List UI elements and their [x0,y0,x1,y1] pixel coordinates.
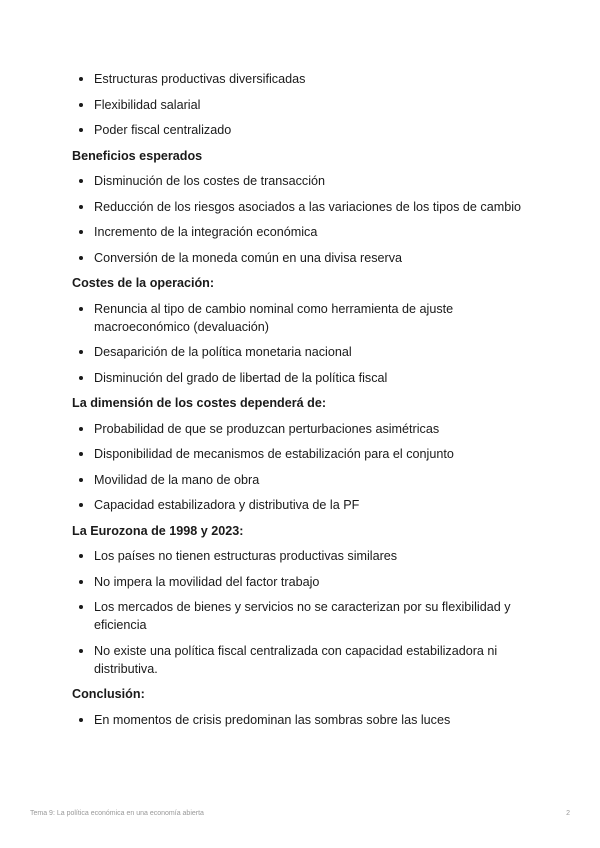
list-item [72,471,532,489]
bullet-list [72,420,532,515]
list-item [72,96,532,114]
list-item [72,420,532,438]
list-item-text: Disponibilidad de mecanismos de estabilización para el conjunto [94,447,454,461]
list-item [72,343,532,361]
bullet-icon [79,427,83,431]
list-item [72,198,532,216]
bullet-icon [79,77,83,81]
list-item-text: En momentos de crisis predominan las sombras sobre las luces [94,712,451,727]
bullet-icon [79,503,83,507]
list-item-text: Movilidad de la mano de obra [94,472,260,487]
bullet-icon [79,256,83,260]
footer-title: Tema 9: La política económica en una economía abierta [30,810,204,817]
list-item-text: Poder fiscal centralizado [94,123,232,137]
bullet-icon [79,452,83,456]
document-body [72,70,532,736]
bullet-list [72,300,532,387]
list-item [72,300,532,336]
list-item [72,172,532,190]
bullet-icon [79,478,83,482]
section-heading: La Eurozona de 1998 y 2023: [72,523,244,538]
list-item-text: Capacidad estabilizadora y distributiva de la PF [94,498,360,512]
list-item [72,711,532,729]
list-item-text: Flexibilidad salarial [94,97,201,112]
list-item-text: Probabilidad de que se produzcan perturbaciones asimétricas [94,421,440,436]
list-item-text: Conversión de la moneda común en una divisa reserva [94,250,403,265]
bullet-icon [79,205,83,209]
list-item [72,547,532,565]
list-item [72,642,532,678]
list-item-text: Los mercados de bienes y servicios no se caracterizan por su flexibilidad y eficiencia [94,600,511,632]
list-item [72,496,532,514]
bullet-icon [79,179,83,183]
list-item [72,70,532,88]
list-item-text: Desaparición de la política monetaria nacional [94,345,352,359]
list-item-text: No existe una política fiscal centralizada con capacidad estabilizadora ni distributiva. [94,643,498,676]
bullet-icon [79,580,83,584]
list-item-text: No impera la movilidad del factor trabajo [94,574,320,589]
list-item [72,249,532,267]
bullet-icon [79,605,83,609]
section-heading: Beneficios esperados [72,148,203,163]
bullet-list [72,70,532,139]
bullet-icon [79,350,83,354]
bullet-list [72,711,532,729]
list-item-text: Los países no tienen estructuras productivas similares [94,549,398,563]
bullet-list [72,547,532,678]
section-heading: Costes de la operación: [72,276,215,290]
list-item [72,369,532,387]
section-heading: La dimensión de los costes dependerá de: [72,396,327,410]
bullet-icon [79,230,83,234]
bullet-icon [79,376,83,380]
page-footer [30,810,570,817]
list-item [72,573,532,591]
bullet-icon [79,128,83,132]
list-item-text: Reducción de los riesgos asociados a las variaciones de los tipos de cambio [94,199,522,214]
list-item [72,445,532,463]
list-item-text: Incremento de la integración económica [94,225,318,239]
bullet-icon [79,649,83,653]
bullet-icon [79,307,83,311]
section-heading: Conclusión: [72,687,145,701]
bullet-icon [79,718,83,722]
list-item [72,598,532,634]
list-item-text: Estructuras productivas diversificadas [94,72,306,86]
list-item [72,121,532,139]
bullet-icon [79,554,83,558]
list-item-text: Renuncia al tipo de cambio nominal como herramienta de ajuste macroeconómico (devaluación) [94,301,454,334]
page-number: 2 [566,810,570,817]
bullet-list [72,172,532,267]
list-item-text: Disminución de los costes de transacción [94,174,325,188]
list-item [72,223,532,241]
list-item-text: Disminución del grado de libertad de la política fiscal [94,370,388,385]
bullet-icon [79,103,83,107]
